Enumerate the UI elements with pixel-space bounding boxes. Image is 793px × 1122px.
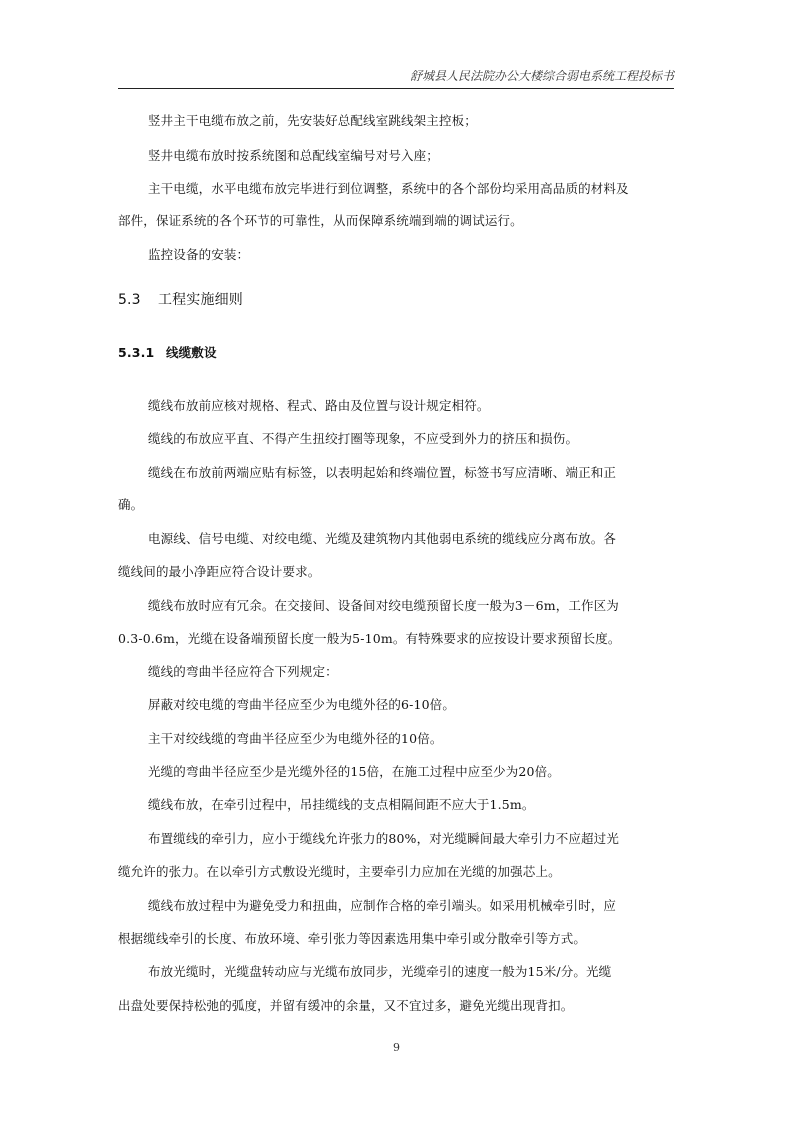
section-number: 5.3	[118, 292, 141, 308]
paragraph-line: 光缆的弯曲半径应至少是光缆外径的15倍，在施工过程中应至少为20倍。	[148, 764, 560, 779]
subsection-heading	[118, 343, 678, 361]
paragraph-line: 缆线布放时应有冗余。在交接间、设备间对绞电缆预留长度一般为3－6m，工作区为	[148, 598, 619, 613]
page-number: 9	[393, 1041, 400, 1054]
paragraph-line: 电源线、信号电缆、对绞电缆、光缆及建筑物内其他弱电系统的缆线应分离布放。各	[148, 531, 617, 546]
page-header	[118, 60, 674, 89]
paragraph-line: 布放光缆时，光缆盘转动应与光缆布放同步，光缆牵引的速度一般为15米/分。光缆	[148, 964, 612, 979]
paragraph-line: 缆线的布放应平直、不得产生扭绞打圈等现象，不应受到外力的挤压和损伤。	[148, 431, 579, 446]
paragraph-line: 0.3-0.6m，光缆在设备端预留长度一般为5-10m。有特殊要求的应按设计要求预留长度。	[118, 631, 621, 646]
paragraph-line: 缆允许的张力。在以牵引方式敷设光缆时，主要牵引力应加在光缆的加强芯上。	[118, 864, 561, 879]
paragraph-line: 竖井主干电缆布放之前，先安装好总配线室跳线架主控板；	[148, 113, 477, 128]
subsection-title: 线缆敷设	[166, 345, 217, 360]
paragraph-line: 出盘处要保持松弛的弧度，并留有缓冲的余量，又不宜过多，避免光缆出现背扣。	[118, 998, 574, 1013]
paragraph-line: 部件，保证系统的各个环节的可靠性，从而保障系统端到端的调试运行。	[118, 213, 523, 228]
paragraph-line: 主干电缆，水平电缆布放完毕进行到位调整，系统中的各个部份均采用高品质的材料及	[148, 181, 629, 196]
paragraph-line: 布置缆线的牵引力，应小于缆线允许张力的80%，对光缆瞬间最大牵引力不应超过光	[148, 831, 619, 846]
subsection-number: 5.3.1	[118, 345, 155, 360]
paragraph-line: 根据缆线牵引的长度、布放环境、牵引张力等因素选用集中牵引或分散牵引等方式。	[118, 931, 587, 946]
paragraph-line: 缆线布放过程中为避免受力和扭曲，应制作合格的牵引端头。如采用机械牵引时，应	[148, 898, 617, 913]
paragraph-line: 缆线间的最小净距应符合设计要求。	[118, 564, 321, 579]
paragraph-line: 主干对绞线缆的弯曲半径应至少为电缆外径的10倍。	[148, 731, 443, 746]
paragraph-line: 确。	[118, 497, 144, 512]
paragraph-line: 缆线布放，在牵引过程中，吊挂缆线的支点相隔间距不应大于1.5m。	[148, 797, 535, 812]
header-title: 舒城县人民法院办公大楼综合弱电系统工程投标书	[409, 69, 674, 83]
paragraph-line: 缆线布放前应核对规格、程式、路由及位置与设计规定相符。	[148, 398, 490, 413]
paragraph-line: 监控设备的安装：	[148, 247, 250, 262]
paragraph-line: 缆线在布放前两端应贴有标签，以表明起始和终端位置，标签书写应清晰、端正和正	[148, 465, 617, 480]
section-heading	[118, 289, 678, 309]
paragraph-line: 屏蔽对绞电缆的弯曲半径应至少为电缆外径的6-10倍。	[148, 697, 455, 712]
paragraph-line: 缆线的弯曲半径应符合下列规定：	[148, 664, 338, 679]
paragraph-line: 竖井电缆布放时按系统图和总配线室编号对号入座；	[148, 148, 439, 163]
section-title: 工程实施细则	[158, 292, 243, 308]
